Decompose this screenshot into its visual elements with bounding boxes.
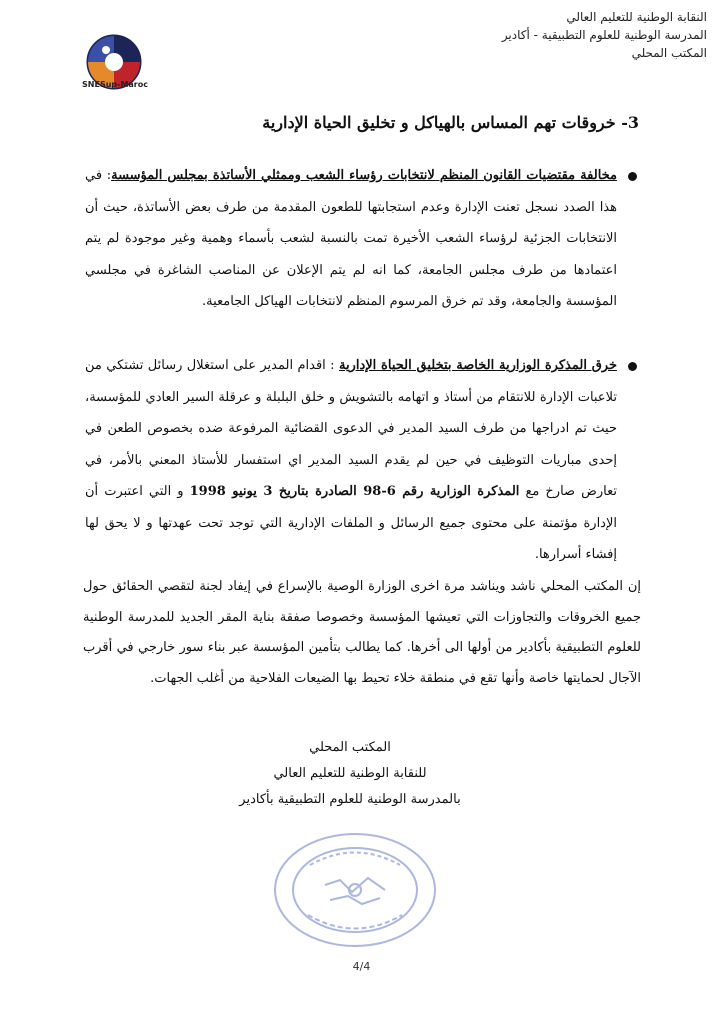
letterhead-line: النقابة الوطنية للتعليم العالي (566, 10, 707, 24)
bullet-icon (625, 362, 637, 374)
letterhead-line: المدرسة الوطنية للعلوم التطبيقية - أكادير (501, 28, 707, 42)
bullet-text: : في هذا الصدد نسجل تعنت الإدارة وعدم استجابتها للطعون المقدمة من طرف بعض الأساتذة، حيث أن الانتخابات الجزئية لرؤساء الشعب الأخيرة تمت بالنسبة لشعب بأسماء وهمية وغير موجودة لم يتم اعتمادها من طرف مجلس الجامعة، كما انه لم يتم الإعلان عن المناصب الشاغرة في مجلسي المؤسسة والجامعة، وقد تم خرق المرسوم المنظم لانتخابات الهياكل الجامعية. (85, 168, 617, 309)
signature-block (200, 735, 500, 813)
page-number: 4/4 (352, 960, 371, 973)
bullet-lead: مخالفة مقتضيات القانون المنظم لانتخابات رؤساء الشعب وممثلي الأساتذة بمجلس المؤسسة (111, 168, 618, 183)
logo-caption: SNESup-Maroc (82, 80, 148, 89)
closing-paragraph: إن المكتب المحلي ناشد ويناشد مرة اخرى الوزارة الوصية بالإسراع في إيفاد لجنة لتقصي الحقائق حول جميع الخروقات والتجاوزات التي تعيشها المؤسسة وخصوصا صفقة بناية المقر الجديد للمدرسة الوطنية للعلوم التطبيقية بأكادير من أولها الى أخرها. كما يطالب بتأمين المؤسسة عبر بناء سور خارجي في أقرب الآجال لحمايتها خاصة وأنها تقع في منطقة خلاء تحيط بها الضيعات الفلاحية من أغلب الجهات. (83, 579, 641, 686)
snesup-logo-icon (80, 18, 148, 108)
signature-line: للنقابة الوطنية للتعليم العالي (273, 766, 427, 781)
letterhead (377, 8, 707, 62)
section-title: 3- خروقات تهم المساس بالهياكل و تخليق الحياة الإدارية (262, 113, 639, 132)
memo-reference: المذكرة الوزارية رقم 6-98 الصادرة بتاريخ 3 يونيو 1998 (189, 484, 520, 499)
signature-line: بالمدرسة الوطنية للعلوم التطبيقية بأكادير (239, 792, 461, 807)
bullet-icon (625, 172, 637, 184)
bullet-lead: خرق المذكرة الوزارية الخاصة بتخليق الحياة الإدارية (338, 358, 618, 373)
bullet-item-ministerial-memo (85, 350, 617, 571)
bullet-text: و التي اعتبرت أن الإدارة مؤتمنة على محتوى جميع الرسائل و الملفات الإدارية التي توجد تحت عهدتها و لا يحق لها إفشاء أسرارها. (85, 484, 617, 562)
letterhead-line: المكتب المحلي (631, 46, 707, 60)
signature-line: المكتب المحلي (309, 740, 391, 755)
official-stamp-icon (270, 830, 440, 950)
bullet-text: : اقدام المدير على استغلال رسائل تشتكي من تلاعبات الإدارة للانتقام من أستاذ و اتهامه بالتشويش و خلق البلبلة و عرقلة السير العادي للمؤسسة، حيث تم ادراجها من طرف السيد المدير في الدعوى القضائية المرفوعة ضده بخصوص الطعن في إحدى مباريات التوظيف في حين لم يقدم السيد المدير اي استفسار للأستاذ المعني بالأمر، في تعارض صارخ مع (85, 358, 617, 499)
bullet-item-elections (85, 160, 617, 318)
